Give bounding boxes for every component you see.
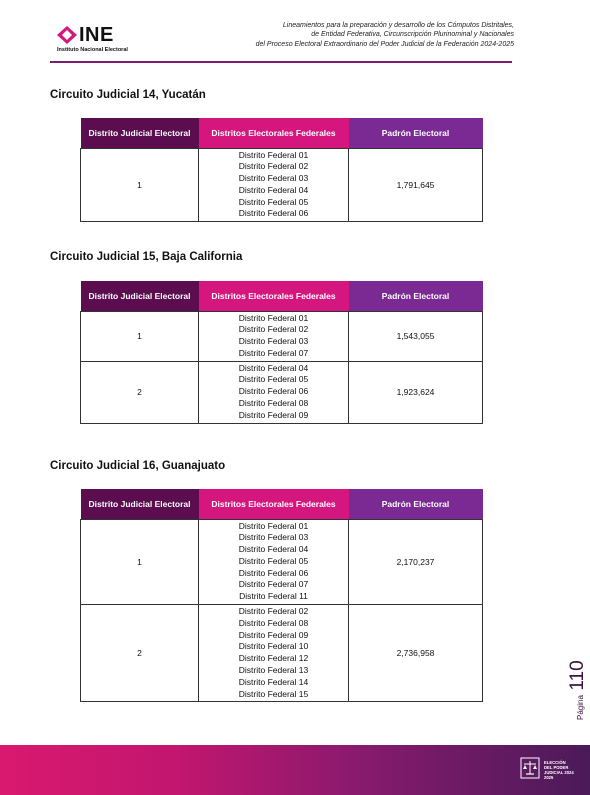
list-item: Distrito Federal 14 [238,676,309,687]
column-header: Distritos Electorales Federales [199,489,349,519]
logo-text: INE [79,24,114,46]
list-item: Distrito Federal 05 [238,374,309,385]
logo-line: DEL PODER [544,765,569,770]
distrito-judicial-cell: 1 [81,311,199,361]
list-item: Distrito Federal 04 [238,184,309,195]
election-logo [520,757,580,783]
column-header: Padrón Electoral [349,489,483,519]
list-item: Distrito Federal 04 [238,544,309,555]
distritos-cell [199,519,349,605]
column-header: Distritos Electorales Federales [199,118,349,148]
title-line: Lineamientos para la preparación y desarrollo de los Cómputos Distritales, [282,22,514,29]
list-item: Distrito Federal 10 [238,641,309,652]
title-line: de Entidad Federativa, Circunscripción Plurinominal y Nacionales [311,31,514,39]
list-item: Distrito Federal 09 [238,409,309,420]
list-item: Distrito Federal 06 [238,567,309,578]
list-item: Distrito Federal 12 [238,653,309,664]
list-item: Distrito Federal 13 [238,665,309,676]
padron-cell: 2,170,237 [349,519,483,605]
list-item: Distrito Federal 06 [238,208,309,219]
list-item: Distrito Federal 07 [238,579,309,590]
header-divider [50,61,512,63]
logo-subtitle: Instituto Nacional Electoral [57,47,128,53]
list-item: Distrito Federal 05 [238,196,309,207]
column-header: Padrón Electoral [349,281,483,311]
list-item: Distrito Federal 06 [238,386,309,397]
list-item: Distrito Federal 09 [238,629,309,640]
footer-logo-text [544,760,574,780]
circuit-table [80,118,483,222]
distrito-judicial-cell: 1 [81,519,199,605]
circuit-table [80,281,483,424]
distrito-judicial-cell: 1 [81,148,199,222]
list-item: Distrito Federal 08 [238,398,309,409]
page-label: Página [576,695,585,720]
distrito-judicial-cell: 2 [81,605,199,702]
padron-cell: 1,923,624 [349,361,483,423]
logo-line: JUDICIAL 2024 [544,770,574,775]
list-item: Distrito Federal 07 [238,347,309,358]
padron-cell: 2,736,958 [349,605,483,702]
list-item: Distrito Federal 01 [238,149,309,160]
section-title: Circuito Judicial 14, Yucatán [50,89,206,101]
scales-icon [520,757,540,779]
table-row [81,148,483,222]
list-item: Distrito Federal 03 [238,336,309,347]
list-item: Distrito Federal 02 [238,161,309,172]
logo-line: ELECCIÓN [544,760,566,765]
section-title: Circuito Judicial 16, Guanajuato [50,460,226,472]
table-row [81,605,483,702]
list-item: Distrito Federal 08 [238,617,309,628]
column-header: Distrito Judicial Electoral [81,118,199,148]
column-header: Distrito Judicial Electoral [81,281,199,311]
table-row [81,311,483,361]
ine-diamond-icon [57,26,77,44]
column-header: Distritos Electorales Federales [199,281,349,311]
distritos-cell [199,361,349,423]
padron-cell: 1,791,645 [349,148,483,222]
list-item: Distrito Federal 03 [238,173,309,184]
circuit-table [80,489,483,702]
distritos-cell [199,311,349,361]
distritos-cell [199,148,349,222]
list-item: Distrito Federal 15 [238,688,309,699]
list-item: Distrito Federal 02 [238,324,309,335]
page-number [547,660,588,720]
list-item: Distrito Federal 01 [238,312,309,323]
footer-band [0,745,590,795]
list-item: Distrito Federal 01 [238,520,309,531]
table-row [81,519,483,605]
column-header: Distrito Judicial Electoral [81,489,199,519]
list-item: Distrito Federal 11 [239,591,308,602]
list-item: Distrito Federal 03 [238,532,309,543]
title-line: del Proceso Electoral Extraordinario del Poder Judicial de la Federación 2024-2025 [255,40,514,48]
list-item: Distrito Federal 05 [238,555,309,566]
list-item: Distrito Federal 04 [238,362,309,373]
column-header: Padrón Electoral [349,118,483,148]
distritos-cell [199,605,349,702]
document-title [134,21,514,49]
padron-cell: 1,543,055 [349,311,483,361]
page-header [0,0,590,70]
logo-line: 2025 [544,775,554,780]
table-row [81,361,483,423]
distrito-judicial-cell: 2 [81,361,199,423]
list-item: Distrito Federal 02 [238,606,309,617]
section-title: Circuito Judicial 15, Baja California [50,251,243,263]
page-number-value: 110 [567,660,588,691]
